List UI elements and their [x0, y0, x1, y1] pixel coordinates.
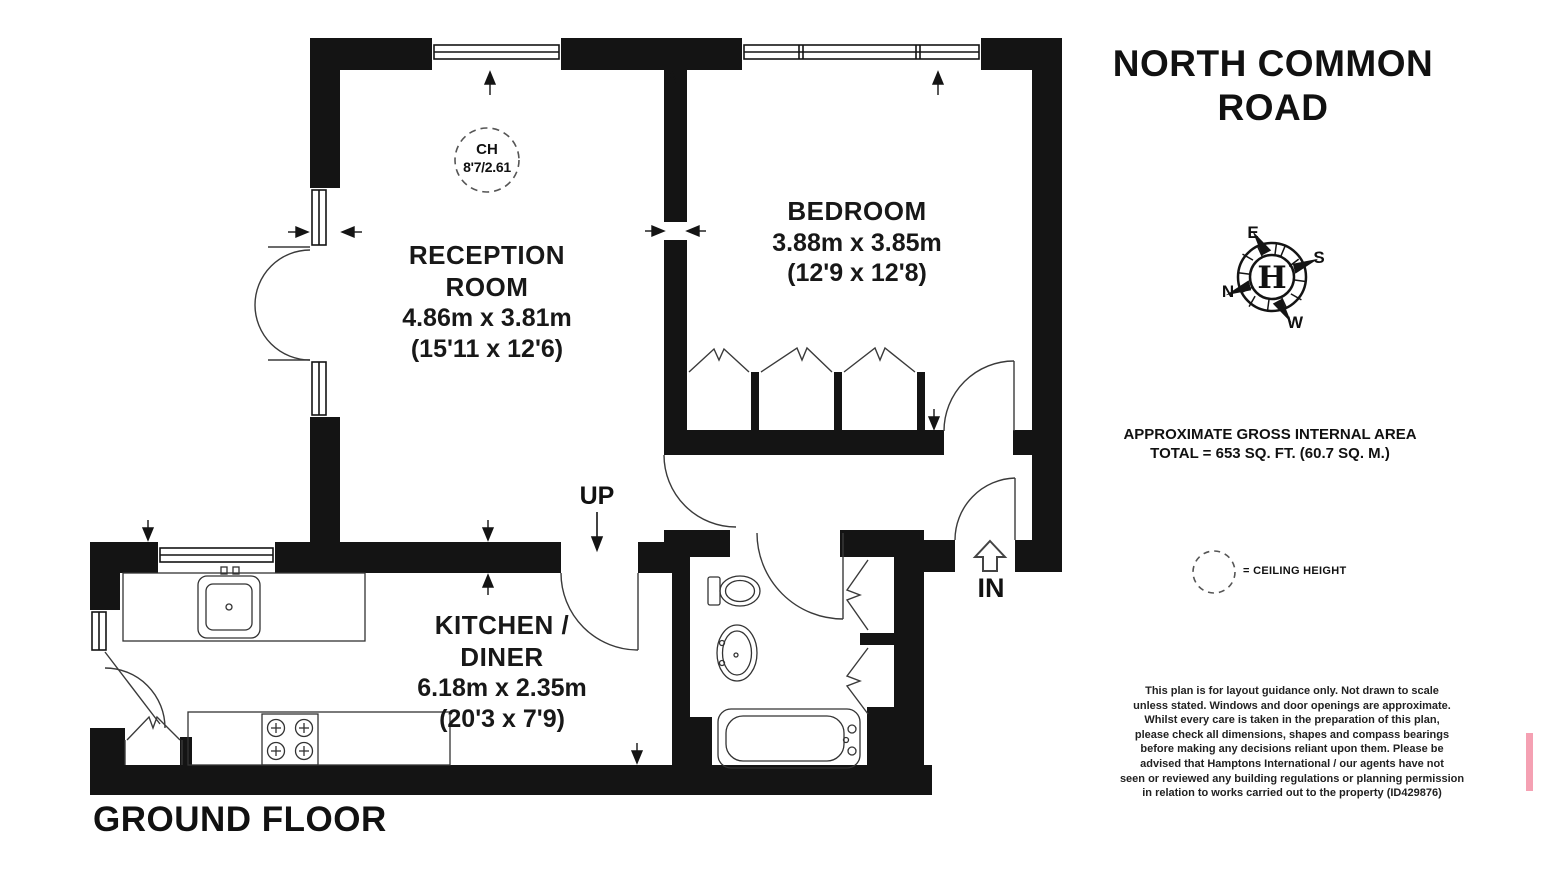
basin	[717, 625, 757, 681]
kitchen-fixtures	[123, 567, 450, 765]
compass-west-label: W	[1286, 313, 1304, 332]
reception-name-2: ROOM	[445, 271, 529, 302]
in-label: IN	[977, 573, 1005, 603]
compass-center-letter: H	[1257, 260, 1287, 296]
disclaimer-line: Whilst every care is taken in the preparation of this plan,	[1144, 714, 1440, 727]
reception-metric: 4.86m x 3.81m	[402, 304, 572, 333]
reception-imperial: (15'11 x 12'6)	[410, 334, 564, 363]
up-arrow	[592, 512, 602, 550]
kitchen-name-1: KITCHEN /	[434, 610, 570, 640]
bedroom-label	[772, 196, 942, 289]
up-label: UP	[579, 482, 615, 510]
ground-floor-label: GROUND FLOOR	[93, 800, 387, 839]
disclaimer-line: unless stated. Windows and door openings are approximate.	[1133, 699, 1451, 712]
kitchen-side-window	[90, 610, 120, 652]
bedroom-window	[742, 38, 981, 70]
compass-east-label: E	[1247, 223, 1259, 242]
toilet	[708, 576, 760, 606]
reception-window	[432, 38, 561, 70]
bathtub	[718, 709, 860, 768]
area-line-1: APPROXIMATE GROSS INTERNAL AREA	[1123, 426, 1417, 443]
kitchen-imperial: (20'3 x 7'9)	[439, 704, 565, 733]
bedroom-metric: 3.88m x 3.85m	[772, 228, 942, 257]
kitchen-external-door	[105, 652, 165, 728]
ceiling-marker-abbr: CH	[476, 141, 498, 158]
bedroom-wardrobe	[689, 348, 915, 372]
entry-door	[955, 478, 1015, 540]
compass-north-label: N	[1221, 282, 1235, 301]
kitchen-metric: 6.18m x 2.35m	[417, 674, 587, 703]
reception-side-window-lower	[310, 360, 340, 417]
legend-circle	[1193, 551, 1235, 593]
disclaimer-line: before making any decisions reliant upon them. Please be	[1140, 743, 1444, 756]
legend-label: CEILING HEIGHT	[1253, 565, 1347, 577]
bedroom-name: BEDROOM	[787, 196, 927, 226]
kitchen-counter-top	[123, 573, 365, 641]
bathroom-fixtures	[708, 576, 860, 768]
disclaimer-line: please check all dimensions, shapes and compass bearings	[1134, 728, 1450, 741]
gross-internal-area	[1123, 426, 1416, 464]
kitchen-window	[158, 542, 275, 573]
reception-name-1: RECEPTION	[408, 240, 566, 270]
title-line-1: NORTH COMMON	[1112, 43, 1434, 84]
area-line-2: TOTAL = 653 SQ. FT. (60.7 SQ. M.)	[1150, 444, 1390, 462]
bedroom-imperial: (12'9 x 12'8)	[787, 259, 927, 288]
legend-equals: =	[1243, 565, 1250, 577]
title-line-2: ROAD	[1217, 86, 1329, 128]
kitchen-diner-label	[417, 610, 587, 734]
ceiling-height-legend	[1243, 565, 1347, 577]
page-title	[1113, 42, 1433, 129]
entry-in-arrow	[975, 541, 1005, 571]
reception-room-label	[402, 240, 572, 364]
hall-door	[664, 455, 736, 527]
kitchen-name-2: DINER	[460, 641, 544, 672]
disclaimer-line: advised that Hamptons International / our agents have not	[1140, 757, 1444, 770]
french-doors	[255, 247, 310, 360]
disclaimer-line: in relation to works carried out to the property (ID429876)	[1142, 787, 1442, 800]
disclaimer	[1120, 684, 1464, 801]
disclaimer-line: seen or reviewed any building regulations or planning permission	[1119, 772, 1465, 785]
kitchen-closet	[125, 717, 182, 765]
ceiling-marker-value: 8'7/2.61	[463, 159, 511, 175]
scan-artifact	[1526, 733, 1533, 791]
reception-side-window-upper	[310, 188, 340, 247]
disclaimer-line: This plan is for layout guidance only. Not drawn to scale	[1145, 685, 1439, 697]
bedroom-door	[944, 361, 1014, 431]
kitchen-hob	[262, 714, 318, 765]
compass-south-label: S	[1313, 248, 1325, 267]
kitchen-sink	[198, 567, 260, 638]
kitchen-counter-bottom	[188, 712, 450, 765]
bathroom-door	[757, 533, 843, 619]
